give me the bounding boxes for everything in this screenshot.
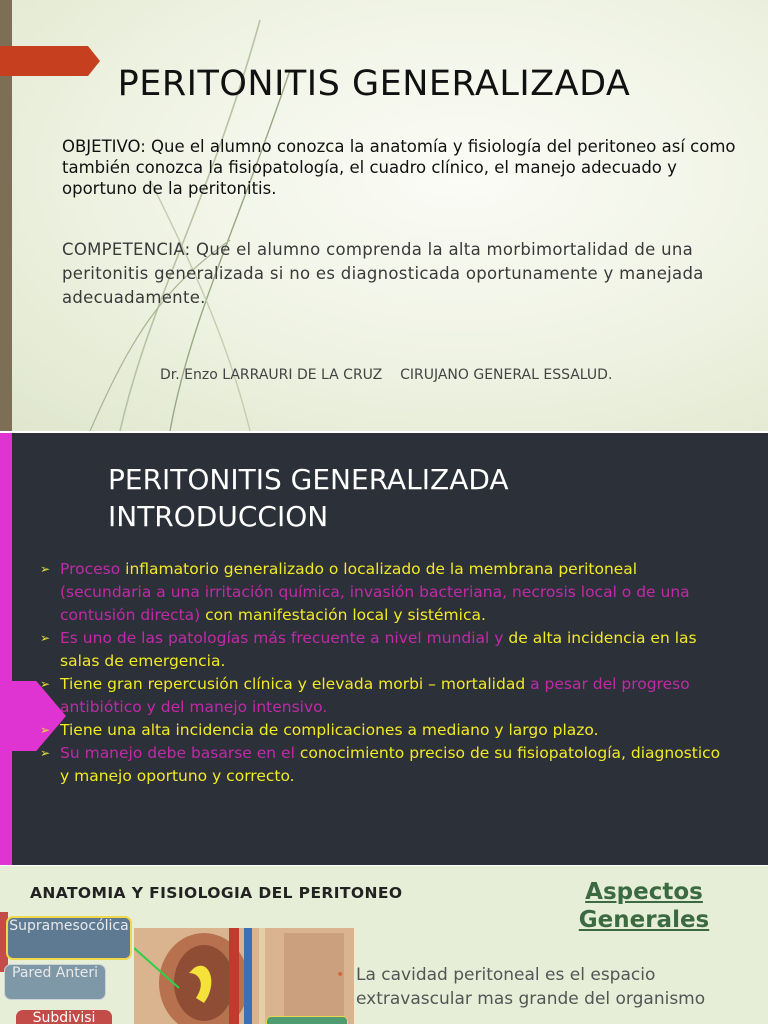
slide-anatomia <box>0 866 768 1024</box>
bullet-text-highlight: Es uno de las patologías más frecuente a nivel mundial y <box>60 629 509 647</box>
label-supramesocolica: Supramesocólica <box>6 916 132 960</box>
list-item <box>38 742 728 788</box>
bullet-text: Tiene gran repercusión clínica y elevada morbi – mortalidad <box>60 675 531 693</box>
bullet-text: conocimiento preciso de su fisiopatología, diagnostico y manejo oportuno y correcto. <box>60 744 721 785</box>
aspectos-generales-heading: Aspectos Generales <box>578 879 710 933</box>
slide-title <box>108 461 509 535</box>
label-subdivision: Subdivisi <box>16 1010 112 1024</box>
label-pared-anterior: Pared Anteri <box>4 964 106 1000</box>
slide-heading: ANATOMIA Y FISIOLOGIA DEL PERITONEO <box>30 884 403 902</box>
author-credit: Dr. Enzo LARRAURI DE LA CRUZ CIRUJANO GENERAL ESSALUD. <box>160 367 613 383</box>
objective-text: OBJETIVO: Que el alumno conozca la anatomía y fisiología del peritoneo así como también conozca la fisiopatología, el cuadro clínico, el manejo adecuado y oportuno de la peritonitis. <box>62 137 736 198</box>
list-item <box>336 963 726 1011</box>
anatomy-illustration <box>134 928 354 1024</box>
bullet-text: Tiene una alta incidencia de complicaciones a mediano y largo plazo. <box>60 721 599 739</box>
bullet-text-highlight: a pesar del progreso antibiótico y del manejo intensivo. <box>60 675 690 716</box>
bullet-text-highlight: (secundaria a una irritación química, invasión bacteriana, necrosis local o de una contusión directa) <box>60 583 690 624</box>
intro-bullet-list <box>38 558 728 788</box>
slide-left-bar <box>0 433 12 865</box>
slide-objetivo <box>0 0 768 431</box>
bullet-text: de alta incidencia en las salas de emergencia. <box>60 629 697 670</box>
label-box <box>266 1016 348 1024</box>
title-line-1: PERITONITIS GENERALIZADA <box>108 463 509 496</box>
bullet-text: La cavidad peritoneal es el espacio extravascular mas grande del organismo <box>356 965 706 1009</box>
list-item <box>38 558 728 627</box>
bullet-text-highlight: Su manejo debe basarse en el <box>60 744 300 762</box>
bullet-text: inflamatorio generalizado o localizado de la membrana peritoneal <box>125 560 638 578</box>
bullet-text: con manifestación local y sistémica. <box>205 606 486 624</box>
competencia-text: COMPETENCIA: Que el alumno comprenda la alta morbimortalidad de una peritonitis generalizada si no es diagnosticada oportunamente y manejada adecuadamente. <box>62 240 704 307</box>
bullet-dot-icon: • <box>336 967 345 983</box>
list-item <box>38 719 728 742</box>
list-item <box>38 627 728 673</box>
title-line-2: INTRODUCCION <box>108 500 329 533</box>
list-item <box>38 673 728 719</box>
slide-title: PERITONITIS GENERALIZADA <box>117 64 631 104</box>
slide-introduccion <box>0 433 768 865</box>
bullet-text-highlight: Proceso <box>60 560 126 578</box>
